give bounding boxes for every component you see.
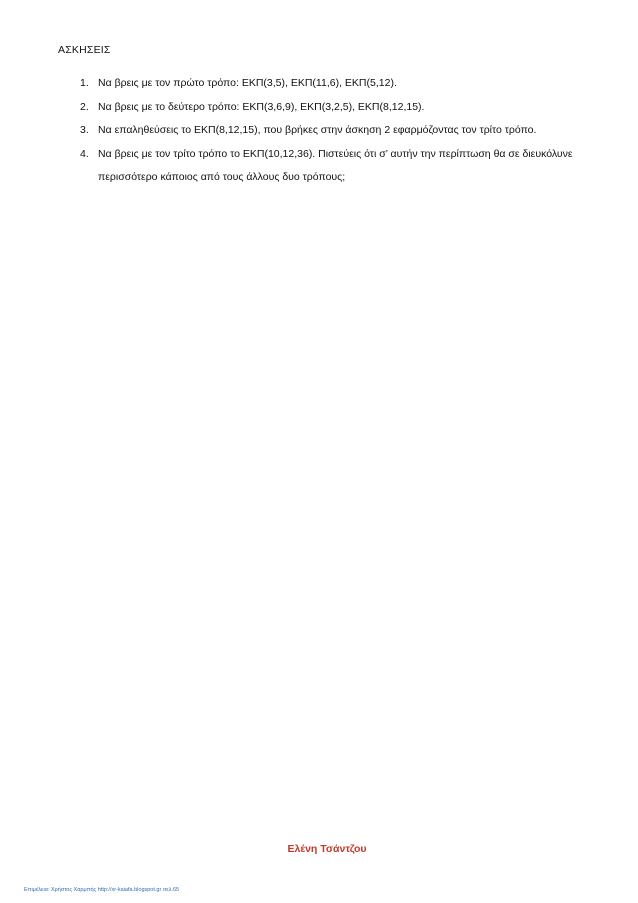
exercise-item <box>58 72 578 96</box>
exercise-item <box>58 96 578 120</box>
exercise-number: 2. <box>80 100 89 113</box>
exercise-text: Να βρεις με τον τρίτο τρόπο το ΕΚΠ(10,12,36). Πιστεύεις ότι σ’ αυτήν την περίπτωση θα σε διευκόλυνε περισσότερο κάποιος από τους άλλους δυο τρόπους; <box>98 147 573 183</box>
exercise-text: Να βρεις με το δεύτερο τρόπο: ΕΚΠ(3,6,9), ΕΚΠ(3,2,5), ΕΚΠ(8,12,15). <box>98 100 425 113</box>
exercise-list <box>58 72 578 190</box>
exercise-text: Να επαληθεύσεις το ΕΚΠ(8,12,15), που βρήκες στην άσκηση 2 εφαρμόζοντας τον τρίτο τρόπο. <box>98 124 537 136</box>
footer-credit: Επιμέλεια: Χρήστος Χαρμπής http://xr-kaiafa.blogspot.gr σελ.65 <box>24 887 180 893</box>
author-name: Ελένη Τσάντζου <box>287 843 367 855</box>
exercise-number: 1. <box>80 77 89 89</box>
exercise-number: 3. <box>80 124 89 136</box>
exercise-item <box>58 143 578 190</box>
exercise-number: 4. <box>80 147 89 160</box>
exercise-item <box>58 119 578 143</box>
section-heading: ΑΣΚΗΣΕΙΣ <box>58 44 111 56</box>
exercise-text: Να βρεις με τον πρώτο τρόπο: ΕΚΠ(3,5), ΕΚΠ(11,6), ΕΚΠ(5,12). <box>98 77 397 89</box>
